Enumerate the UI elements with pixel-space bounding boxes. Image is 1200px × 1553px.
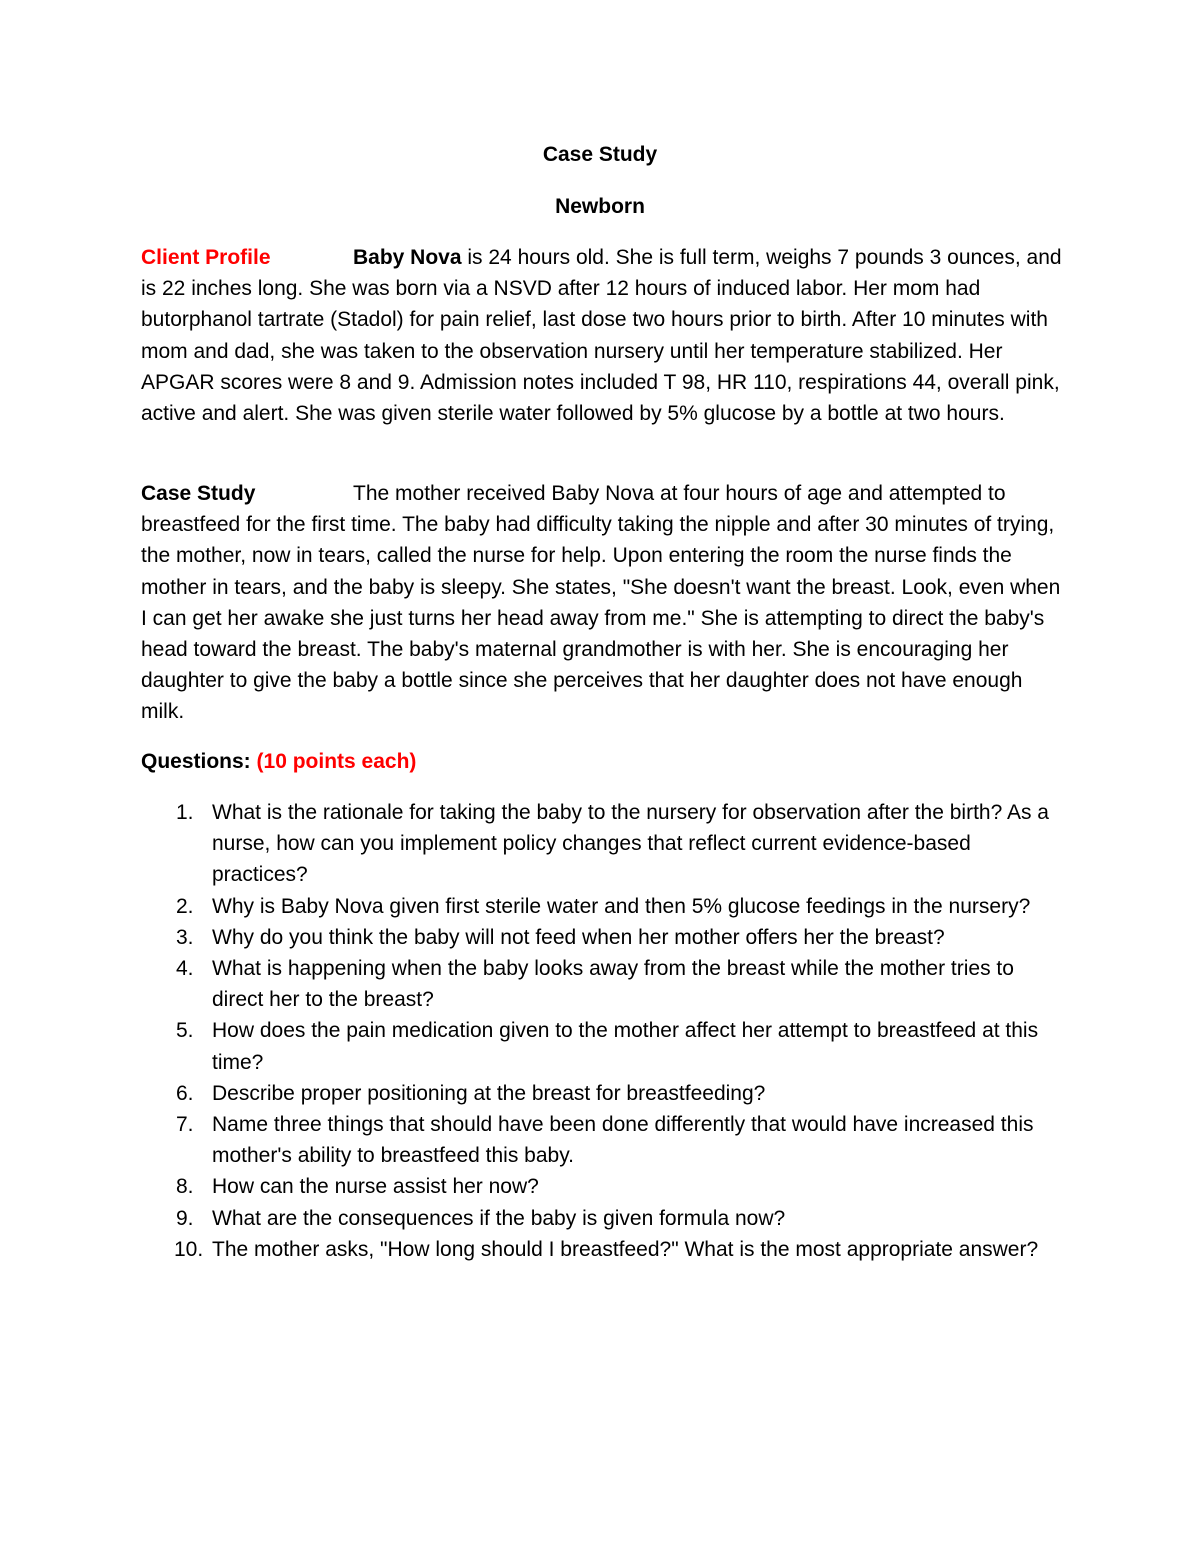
question-number: 7. [176,1113,194,1137]
question-number: 1. [176,801,194,824]
questions-list [141,797,1071,1265]
question-number: 8. [176,1175,194,1199]
question-number: 3. [176,925,194,949]
question-item [141,1109,1071,1171]
question-number: 10. [174,1237,204,1261]
question-number: 4. [176,957,194,981]
question-number: 5. [176,1019,194,1043]
question-text: Name three things that should have been done differently that would have increased this mother's ability to breastfeed this baby. [212,1113,1034,1168]
client-name: Baby Nova [353,246,462,269]
question-item [141,922,1071,953]
question-number: 9. [176,1206,194,1230]
question-item [141,1015,1071,1077]
question-text: Why do you think the baby will not feed when her mother offers her the breast? [212,925,945,949]
question-item [141,1203,1071,1234]
question-text: Describe proper positioning at the breast for breastfeeding? [212,1081,766,1105]
questions-points: (10 points each) [256,750,417,773]
question-text: What is happening when the baby looks away from the breast while the mother tries to direct her to the breast? [212,957,1014,1012]
case-study-paragraph [141,478,1071,728]
questions-heading [141,746,416,777]
question-number: 2. [176,894,194,918]
question-text: What are the consequences if the baby is given formula now? [212,1206,786,1230]
question-item [141,1171,1071,1202]
document-subtitle: Newborn [555,195,645,218]
client-profile-text: is 24 hours old. She is full term, weighs 7 pounds 3 ounces, and is 22 inches long. She was born via a NSVD after 12 hours of induced labor. Her mom had butorphanol tartrate (Stadol) for pain relief, last dose two hours prior to birth. After 10 minutes with mom and dad, she was taken to the observation nursery until her temperature stabilized. Her APGAR scores were 8 and 9. Admission notes included T 98, HR 110, respirations 44, overall pink, active and alert. She was given sterile water followed by 5% glucose by a bottle at two hours. [141,246,1062,426]
question-text: What is the rationale for taking the baby to the nursery for observation after the birth? As a nurse, how can you implement policy changes that reflect current evidence-based practices? [212,801,1049,887]
case-study-text: The mother received Baby Nova at four hours of age and attempted to breastfeed for the first time. The baby had difficulty taking the nipple and after 30 minutes of trying, the mother, now in tears, called the nurse for help. Upon entering the room the nurse finds the mother in tears, and the baby is sleepy. She states, "She doesn't want the breast. Look, even when I can get her awake she just turns her head away from me." She is attempting to direct the baby's head toward the breast. The baby's maternal grandmother is with her. She is encouraging her daughter to give the baby a bottle since she perceives that her daughter does not have enough milk. [141,482,1061,724]
questions-label: Questions: [141,750,251,773]
document-title: Case Study [542,143,658,166]
question-text: Why is Baby Nova given first sterile water and then 5% glucose feedings in the nursery? [212,894,1031,918]
question-item [141,797,1071,891]
question-number: 6. [176,1081,194,1105]
question-item [141,891,1071,922]
question-text: The mother asks, "How long should I breastfeed?" What is the most appropriate answer? [212,1237,1039,1261]
client-profile-label: Client Profile [141,246,271,269]
case-study-label: Case Study [141,482,256,505]
question-item [141,953,1071,1015]
question-text: How can the nurse assist her now? [212,1175,539,1199]
client-profile-paragraph [141,242,1071,429]
question-item [141,1234,1071,1265]
question-text: How does the pain medication given to the mother affect her attempt to breastfeed at this time? [212,1019,1039,1074]
question-item [141,1078,1071,1109]
